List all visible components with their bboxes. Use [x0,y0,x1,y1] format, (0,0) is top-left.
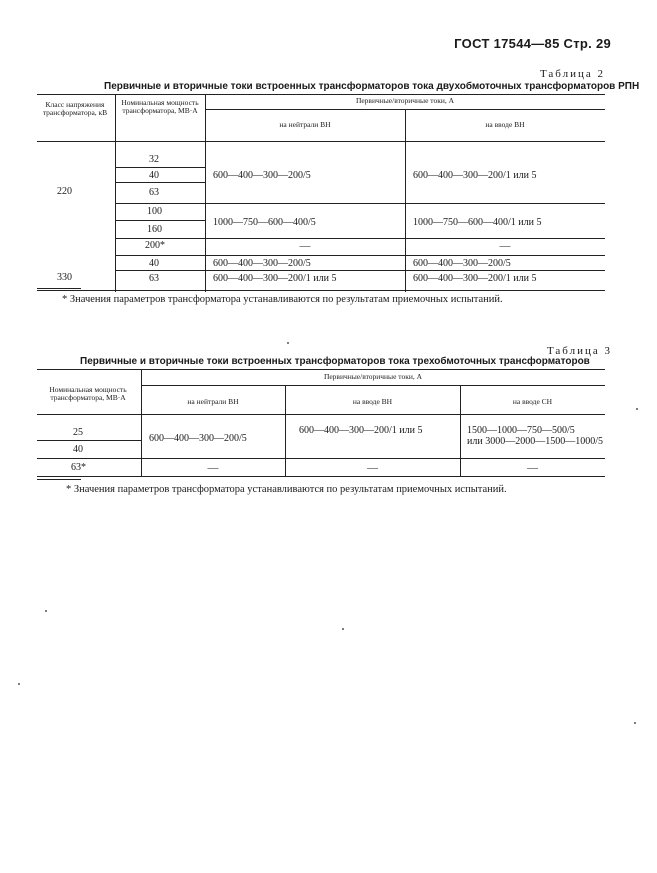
table2-power-row: 63 [149,273,159,284]
table2-neutral-b: 1000—750—600—400/5 [213,217,316,228]
table3-input-sn-dash: — [527,462,538,474]
table3-body [37,415,605,477]
table2-power-row: 200* [145,240,165,251]
table3-title: Первичные и вторичные токи встроенных трансформаторов тока трехобмоточных трансформаторов [80,356,590,367]
table3-col-power: Номинальная мощность трансформатора, МВ·А [49,385,127,402]
table3-footnote: * Значения параметров трансформатора устанавливаются по результатам приемочных испытаний. [66,484,507,495]
table3 [37,369,605,477]
table3-input-vn-dash: — [367,462,378,474]
table2 [37,94,605,292]
table3-col-input-sn: на вводе СН [512,397,553,406]
scan-speck [636,408,638,410]
table2-input-c: 600—400—300—200/5 [413,258,511,269]
table2-label: Таблица 2 [539,68,605,80]
table2-col-input: на вводе ВН [485,120,525,129]
table2-power-row: 40 [149,170,159,181]
table3-input-sn-2: или 3000—2000—1500—1000/5 [467,436,603,447]
table3-col-input-vn: на вводе ВН [352,397,393,406]
table3-input-vn: 600—400—300—200/1 или 5 [299,425,423,436]
table3-power-row: 40 [73,444,83,455]
table2-footnote: * Значения параметров трансформатора устанавливаются по результатам приемочных испытаний. [62,294,503,305]
table3-neutral-dash: — [207,462,219,474]
table2-neutral-c: 600—400—300—200/5 [213,258,311,269]
table2-power-row: 100 [147,206,162,217]
scan-speck [18,683,20,685]
table2-power-row: 63 [149,187,159,198]
table3-col-neutral: на нейтрали ВН [187,397,239,406]
page-header: ГОСТ 17544—85 Стр. 29 [454,36,611,51]
table2-power-row: 40 [149,258,159,269]
table2-title: Первичные и вторичные токи встроенных трансформаторов тока двухобмоточных трансформаторов РПН [104,81,640,92]
table3-label: Таблица 3 [546,345,612,357]
table2-voltage-220: 220 [57,186,72,197]
table3-power-row: 25 [73,427,83,438]
table2-neutral-d: 600—400—300—200/1 или 5 [213,273,337,284]
table2-col-neutral: на нейтрали ВН [279,120,331,129]
table2-col-voltage: Класс напряжения трансформатора, кВ [42,100,108,117]
scan-speck [287,342,289,344]
table3-power-row: 63* [71,462,86,473]
table2-input-b: 1000—750—600—400/1 или 5 [413,217,542,228]
table2-input-a: 600—400—300—200/1 или 5 [413,170,537,181]
table2-input-d: 600—400—300—200/1 или 5 [413,273,537,284]
table2-power-row: 32 [149,154,159,165]
table3-neutral: 600—400—300—200/5 [149,433,247,444]
table2-power-row: 160 [147,224,162,235]
table2-neutral-dash: — [299,240,311,252]
scan-speck [45,610,47,612]
scan-speck [634,722,636,724]
table2-input-dash: — [499,240,511,252]
table2-neutral-a: 600—400—300—200/5 [213,170,311,181]
table2-col-power: Номинальная мощность трансформатора, МВ·А [121,98,199,115]
scan-speck [342,628,344,630]
table3-col-currents: Первичные/вторичные токи, А [323,372,423,381]
table3-input-sn-1: 1500—1000—750—500/5 [467,425,575,436]
table2-body [37,142,605,292]
table2-col-currents: Первичные/вторичные токи, А [355,96,455,105]
table2-voltage-330: 330 [57,272,72,283]
